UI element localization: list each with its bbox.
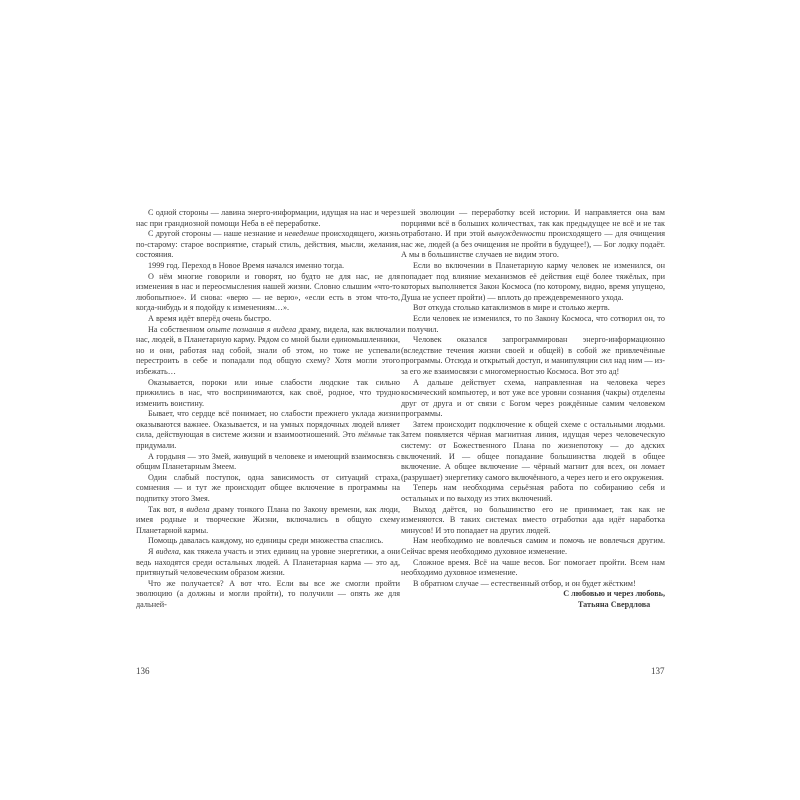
text-run: Теперь нам необходима серьёзная работа по собиранию себя и остальных и по выходу из этих включений. [401, 483, 665, 504]
text-run: Сложное время. Всё на чаше весов. Бог помогает пройти. Всем нам необходимо духовное изменение. [401, 557, 665, 578]
text-run: Что же получается? А вот что. Если вы все же смогли пройти эволюцию (а должны и могли пройти), то получили — опять же для дальней- [136, 578, 400, 609]
paragraph [401, 303, 665, 314]
paragraph [136, 314, 400, 325]
text-run: А время идёт вперёд очень быстро. [148, 313, 272, 323]
text-run: С одной стороны — лавина энерго-информации, идущая на нас и через нас при грандиозной помощи Неба в её переработке. [136, 208, 400, 228]
paragraph [401, 579, 665, 590]
paragraph [401, 558, 665, 579]
text-run: Я [148, 547, 156, 556]
paragraph [401, 378, 665, 420]
paragraph [136, 208, 400, 229]
paragraph [401, 208, 665, 261]
italic-text: тёмные [358, 430, 387, 440]
signature [401, 589, 665, 610]
right-page-number: 137 [651, 666, 665, 676]
paragraph [136, 505, 400, 537]
text-run: А дальше действует схема, направленная на человека через космический компьютер, и вот уже все уровни сознания (чакры) отделены друг от друга и от связи с Богом через рождённые самим человеком программы. [401, 377, 665, 419]
text-run: А гордыня — это Змей, живущий в человеке и имеющий взаимосвязь с общим Планетарным Змеем. [136, 451, 400, 472]
text-run: шей эволюции — переработку всей истории. И направляется она вам порциями всё в больших количествах, так как предыдущее не всё и не так отработано. И при этой [401, 208, 665, 239]
paragraph [401, 505, 665, 537]
paragraph [401, 420, 665, 484]
left-page-number: 136 [136, 666, 150, 676]
italic-text: видела [186, 504, 210, 514]
text-run: Выход даётся, но большинство его не принимает, так как не изменяются. В таких системах вместо отработки ада идёт наработка минусов! И это попадает на других людей. [401, 504, 665, 535]
text-run: драму тонкого Плана по Закону времени, как люди, имея родные и творческие Жизни, включались в общую схему Планетарной кармы. [136, 504, 400, 535]
paragraph [136, 409, 400, 451]
signature-line: С любовью и через любовь, [563, 589, 665, 599]
italic-text: видела [155, 547, 179, 556]
text-run: Оказывается, пороки или иные слабости людские так сильно прижились в нас, что воспринимаются, как своё, родное, что трудно изменить воистину. [136, 377, 400, 408]
text-run: драму, видела, как включали нас, людей, в Планетарную карму. Рядом со мной были единомышленники, но и они, работая над собой, знали об этом, но тоже не успевали перестроить в себе и попадали под общую схему? Хотя могли этого избежать… [136, 324, 400, 376]
paragraph [401, 483, 665, 504]
paragraph [136, 473, 400, 505]
text-run: С другой стороны — наше незнание и [148, 229, 285, 239]
paragraph [136, 325, 400, 378]
paragraph [401, 536, 665, 557]
left-page-text [136, 208, 400, 611]
text-run: На собственном [148, 324, 208, 334]
text-run: Человек оказался запрограммирован энерго-информационно (вследствие течения жизни своей и общей) в собой же привлечённые программы. Отсюда и открытый доступ, и манипуляции сил над ним — из-за его же взаимосвязи с многомерностью Космоса. Вот это ад! [401, 335, 665, 376]
paragraph [136, 378, 400, 410]
text-run: Вот откуда столько катаклизмов в мире и столько жертв. [413, 303, 610, 313]
paragraph [401, 261, 665, 303]
right-page-text [401, 208, 665, 611]
paragraph [136, 229, 400, 261]
italic-text: неведение [284, 229, 319, 239]
text-run: Бывает, что сердце всё понимает, но слабости прежнего уклада жизни оказываются важнее. Оказывается, и на умных порядочных людей влияет сила, действующая в системе жизни и взаимоотношений. Это [136, 409, 400, 440]
text-run: Если человек не изменился, то по Закону Космоса, что сотворил он, то и получил. [401, 313, 665, 334]
text-run: происходящего — для очищения нас же, людей (а без очищения не пройти в будущее!), — Бог лодку подаёт. А мы в большинстве случаев не видим этого. [401, 229, 665, 260]
author-name: Татьяна Свердлова [577, 599, 651, 609]
text-run: так придумали. [136, 430, 400, 451]
paragraph [401, 335, 665, 377]
paragraph [401, 314, 665, 335]
text-run: Затем происходит подключение к общей схеме с остальными людьми. Затем появляется чёрная магнитная линия, идущая через человеческую систему: от Божественного Плана по жизнепотоку — до адских включений. И — общее попадание большинства людей в общее включение. А общее включение — чёрный магнит для всех, он ломает (разрушает) энергетику самого включённого, а через него и его окружения. [401, 419, 665, 482]
text-run: Если во включении в Планетарную карму человек не изменился, он попадает под влияние механизмов её действия ещё более тяжёлых, при которых выполняется Закон Космоса (по которому, видно, время упущено, Душа не успеет пройти) — вплоть до преждевременного ухода. [401, 260, 665, 302]
text-run: , как тяжела участь и этих единиц на уровне энергетики, а они ведь находятся среди остальных людей. А Планетарная карма — это ад, притянутый человеческим образом жизни. [136, 547, 400, 578]
text-run: происходящего, жизнь по-старому: старое восприятие, старый стиль, действия, мысли, желания, состояния. [136, 229, 401, 260]
text-run: 1999 год. Переход в Новое Время начался именно тогда. [148, 260, 345, 270]
italic-text: опыте познания я видела [207, 324, 297, 334]
text-run: Помощь давалась каждому, но единицы среди множества спаслись. [148, 536, 384, 546]
text-run: Так вот, я [148, 504, 187, 514]
paragraph [136, 452, 400, 473]
paragraph [136, 272, 400, 314]
paragraph [136, 536, 400, 547]
text-run: О нём многие говорили и говорят, но будто не для нас, не для изменения в нас и переосмысления нашей жизни. Словно слышим «что-то любопытное». И снова: «верю — не верю», «если есть в этом что-то, когда-нибудь и я подойду к изменениям…». [136, 271, 400, 313]
paragraph [136, 261, 400, 272]
text-run: В обратном случае — естественный отбор, и он будет жёстким! [413, 578, 636, 588]
paragraph [136, 579, 400, 611]
text-run: Нам необходимо не вовлечься самим и помочь не вовлечься другим. Сейчас время необходимо духовное изменение. [401, 536, 665, 556]
text-run: Один слабый поступок, одна зависимость от ситуаций страха, сомнения — и тут же происходит общее включение в программы на подпитку этого Змея. [136, 472, 400, 504]
paragraph [136, 547, 400, 579]
italic-text: вынужденности [487, 229, 546, 239]
